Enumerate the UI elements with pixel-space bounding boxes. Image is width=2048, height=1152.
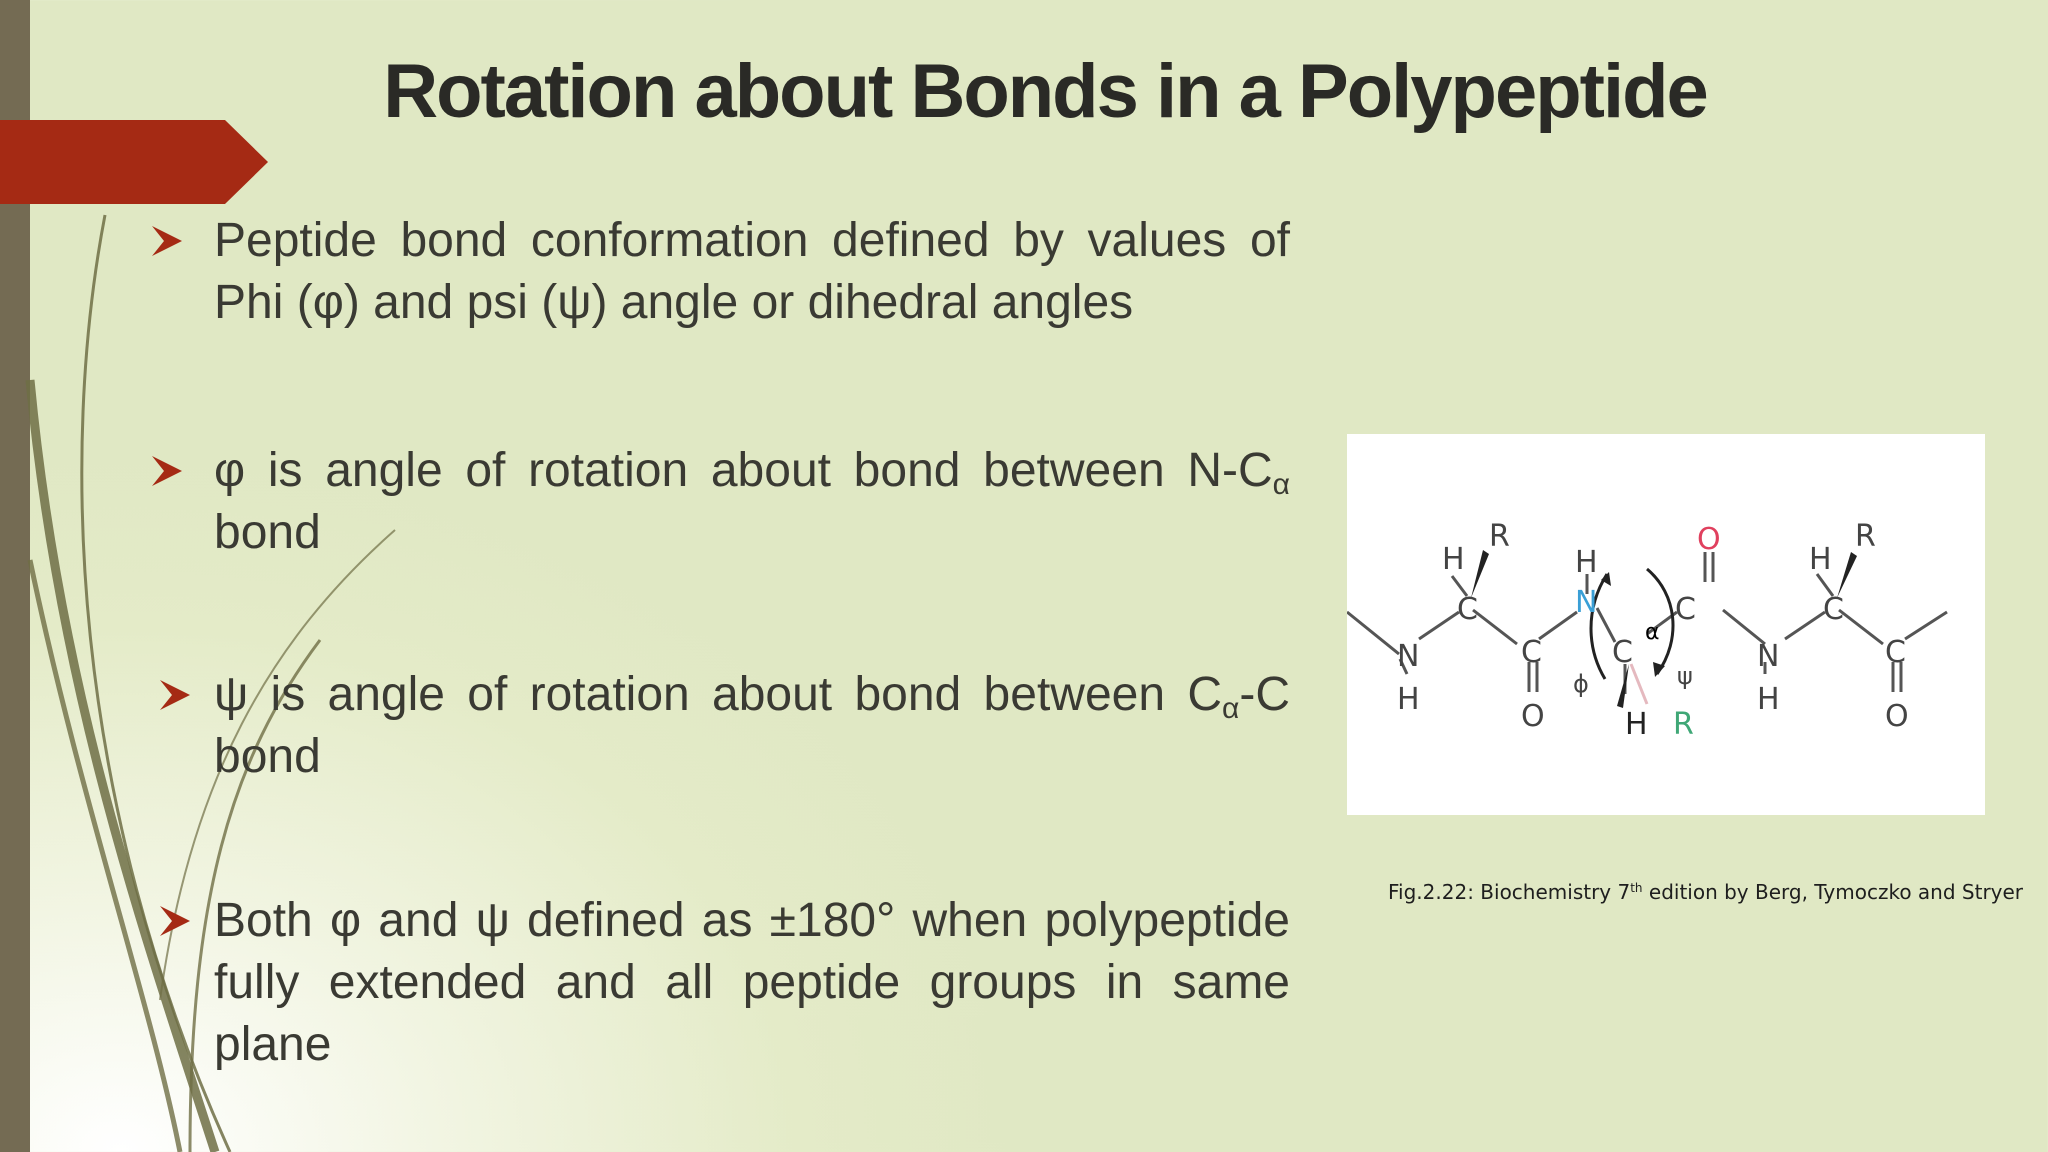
figure-caption: Fig.2.22: Biochemistry 7th edition by Berg, Tymoczko and Stryer	[1388, 880, 2024, 904]
atom-n-mid: N	[1575, 585, 1598, 620]
atom-h-n-right: H	[1757, 682, 1780, 717]
bullet-item	[150, 664, 1290, 788]
atom-c-carbonyl3: C	[1885, 635, 1906, 670]
arrow-bullet-icon	[150, 454, 184, 488]
atom-c-carbonyl2: C	[1675, 592, 1696, 627]
arrow-bullet-icon	[158, 904, 192, 938]
atom-alpha-label: α	[1645, 620, 1660, 645]
bullet-item	[150, 210, 1290, 334]
atom-c-alpha1: C	[1457, 592, 1478, 627]
atom-h-c-alpha3: H	[1809, 542, 1832, 577]
atom-c-alpha3: C	[1823, 592, 1844, 627]
slide-title: Rotation about Bonds in a Polypeptide	[383, 49, 1707, 134]
polypeptide-diagram	[1347, 434, 1985, 815]
psi-angle-label: ψ	[1677, 662, 1693, 690]
bullet-item	[150, 440, 1290, 564]
atom-r-c-alpha1: R	[1489, 519, 1510, 554]
atom-n-right: N	[1757, 639, 1780, 674]
arrow-bullet-icon	[158, 678, 192, 712]
atom-r-center: R	[1673, 707, 1694, 742]
atom-h-n-left: H	[1397, 682, 1420, 717]
atom-o-carbonyl3: O	[1885, 699, 1909, 734]
arrow-bullet-icon	[150, 224, 184, 258]
atom-h-n-mid: H	[1575, 545, 1598, 580]
polypeptide-figure	[1347, 434, 1985, 815]
phi-angle-label: ϕ	[1573, 670, 1589, 698]
atom-o-carbonyl2: O	[1697, 522, 1721, 557]
atom-c-alpha-center: C	[1612, 635, 1633, 670]
bullet-text: ψ is angle of rotation about bond between $C_\alpha-C$ bond	[214, 668, 1290, 783]
atom-h-center: H	[1625, 707, 1648, 742]
atom-h-c-alpha1: H	[1442, 542, 1465, 577]
bullet-text: Peptide bond conformation defined by values of Phi (φ) and psi (ψ) angle or dihedral angles	[214, 214, 1290, 329]
bullet-text: φ is angle of rotation about bond between $N-C_\alpha$ bond	[214, 444, 1290, 559]
atom-c-carbonyl1: C	[1521, 635, 1542, 670]
bullet-item	[150, 890, 1290, 1076]
atom-r-c-alpha3: R	[1855, 519, 1876, 554]
atom-o-carbonyl1: O	[1521, 699, 1545, 734]
bullet-text: Both φ and ψ defined as ±180° when polypeptide fully extended and all peptide groups in same plane	[214, 894, 1290, 1071]
atom-n-left: N	[1397, 639, 1420, 674]
